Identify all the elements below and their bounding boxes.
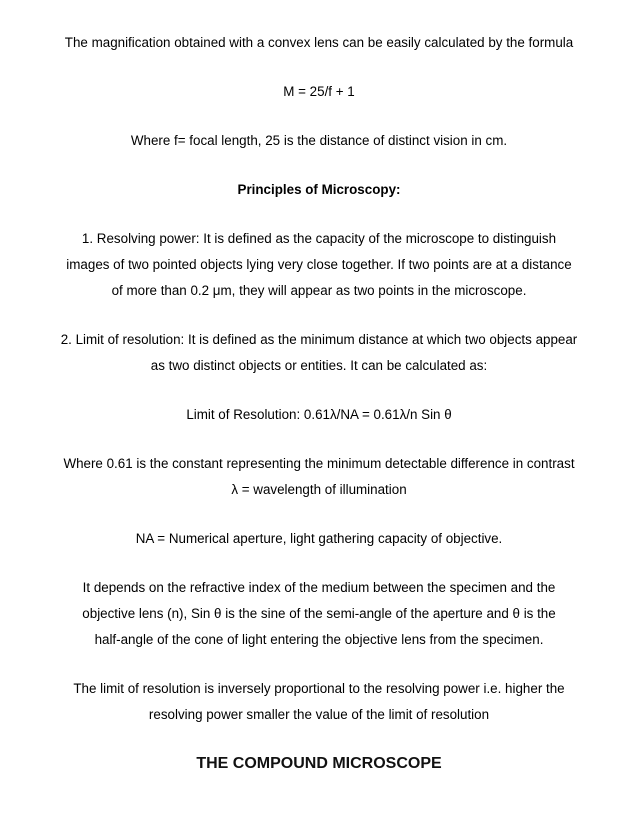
paragraph-line: objective lens (n), Sin θ is the sine of the semi-angle of the aperture and θ is the bbox=[82, 606, 556, 621]
paragraph-line: of more than 0.2 μm, they will appear as two points in the microscope. bbox=[111, 283, 527, 298]
limit-resolution-paragraph bbox=[40, 327, 598, 379]
paragraph-line: as two distinct objects or entities. It can be calculated as: bbox=[150, 358, 488, 373]
paragraph-line: 2. Limit of resolution: It is defined as the minimum distance at which two objects appear bbox=[60, 332, 578, 347]
paragraph-line: λ = wavelength of illumination bbox=[231, 482, 407, 497]
paragraph-line: resolving power smaller the value of the limit of resolution bbox=[148, 707, 490, 722]
intro-line: The magnification obtained with a convex lens can be easily calculated by the formula bbox=[64, 35, 574, 50]
paragraph-line: 1. Resolving power: It is defined as the capacity of the microscope to distinguish bbox=[81, 231, 557, 246]
refractive-index-paragraph bbox=[40, 575, 598, 653]
resolving-power-paragraph bbox=[40, 226, 598, 304]
constant-explanation bbox=[40, 451, 598, 503]
principles-heading-text: Principles of Microscopy: bbox=[237, 182, 401, 197]
compound-heading-text: THE COMPOUND MICROSCOPE bbox=[196, 755, 442, 772]
formula-line: M = 25/f + 1 bbox=[283, 84, 355, 99]
compound-microscope-heading bbox=[40, 751, 598, 777]
paragraph-line: images of two pointed objects lying very close together. If two points are at a distance bbox=[66, 257, 572, 272]
paragraph-line: It depends on the refractive index of the medium between the specimen and the bbox=[82, 580, 556, 595]
paragraph-line: Where 0.61 is the constant representing the minimum detectable difference in contrast bbox=[63, 456, 575, 471]
magnification-formula bbox=[40, 79, 598, 105]
principles-heading bbox=[40, 177, 598, 203]
limit-formula-line: Limit of Resolution: 0.61λ/NA = 0.61λ/n Sin θ bbox=[186, 407, 452, 422]
numerical-aperture-definition bbox=[40, 526, 598, 552]
na-line: NA = Numerical aperture, light gathering capacity of objective. bbox=[135, 531, 503, 546]
intro-paragraph bbox=[40, 30, 598, 56]
paragraph-line: half-angle of the cone of light entering the objective lens from the specimen. bbox=[94, 632, 544, 647]
paragraph-line: The limit of resolution is inversely proportional to the resolving power i.e. higher the bbox=[73, 681, 565, 696]
inverse-relation-paragraph bbox=[40, 676, 598, 728]
limit-resolution-formula bbox=[40, 402, 598, 428]
focal-note-line: Where f= focal length, 25 is the distance of distinct vision in cm. bbox=[130, 133, 508, 148]
focal-length-note bbox=[40, 128, 598, 154]
